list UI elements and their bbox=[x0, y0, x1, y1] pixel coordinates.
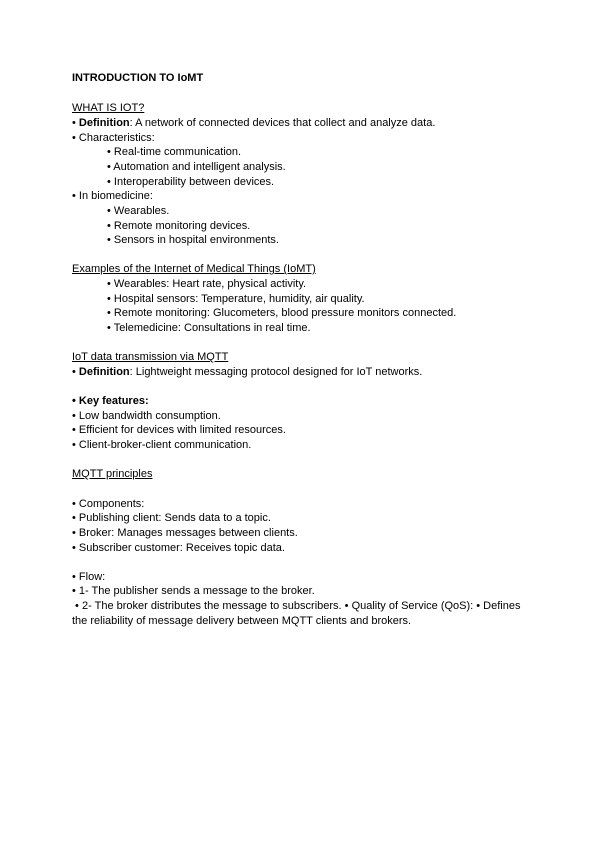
list-item: • Telemedicine: Consultations in real time. bbox=[107, 322, 311, 334]
section-heading-mqtt: IoT data transmission via MQTT bbox=[72, 351, 229, 363]
definition-line: • Definition: A network of connected devices that collect and analyze data. bbox=[72, 117, 436, 129]
section-heading-what-is-iot: WHAT IS IOT? bbox=[72, 102, 145, 114]
list-item: • Interoperability between devices. bbox=[107, 176, 275, 188]
list-item: • Automation and intelligent analysis. bbox=[107, 161, 286, 173]
list-item: • 1- The publisher sends a message to the broker. bbox=[72, 585, 315, 597]
definition-line: • Definition: Lightweight messaging protocol designed for IoT networks. bbox=[72, 366, 423, 378]
list-item: • Real-time communication. bbox=[107, 146, 242, 158]
list-item: • Subscriber customer: Receives topic data. bbox=[72, 542, 285, 554]
key-features-label: • Key features: bbox=[72, 395, 149, 407]
list-item: • Efficient for devices with limited resources. bbox=[72, 424, 286, 436]
list-item: • Sensors in hospital environments. bbox=[107, 234, 279, 246]
list-item: • Publishing client: Sends data to a topic. bbox=[72, 512, 271, 524]
list-item: • 2- The broker distributes the message to subscribers. • Quality of Service (QoS): • Defines bbox=[72, 600, 521, 612]
list-item: • Wearables. bbox=[107, 205, 170, 217]
list-item: the reliability of message delivery between MQTT clients and brokers. bbox=[72, 615, 412, 627]
list-item: • Components: bbox=[72, 498, 145, 510]
list-item: • Flow: bbox=[72, 571, 106, 583]
list-item: • Broker: Manages messages between clients. bbox=[72, 527, 298, 539]
definition-label: Definition bbox=[78, 366, 130, 378]
section-heading-iomt-examples: Examples of the Internet of Medical Things (IoMT) bbox=[72, 263, 316, 275]
definition-text: : Lightweight messaging protocol designed for IoT networks. bbox=[129, 366, 423, 378]
list-item: • Wearables: Heart rate, physical activity. bbox=[107, 278, 307, 290]
doc-title: INTRODUCTION TO IoMT bbox=[72, 72, 204, 84]
list-item: • Remote monitoring: Glucometers, blood pressure monitors connected. bbox=[107, 307, 457, 319]
list-item: • Hospital sensors: Temperature, humidity, air quality. bbox=[107, 293, 365, 305]
definition-label: Definition bbox=[78, 117, 130, 129]
list-item: • Remote monitoring devices. bbox=[107, 220, 251, 232]
list-item: • Low bandwidth consumption. bbox=[72, 410, 221, 422]
characteristics-label: • Characteristics: bbox=[72, 132, 155, 144]
list-item: • Client-broker-client communication. bbox=[72, 439, 252, 451]
section-heading-mqtt-principles: MQTT principles bbox=[72, 468, 153, 480]
definition-text: : A network of connected devices that collect and analyze data. bbox=[129, 117, 436, 129]
biomedicine-label: • In biomedicine: bbox=[72, 190, 153, 202]
